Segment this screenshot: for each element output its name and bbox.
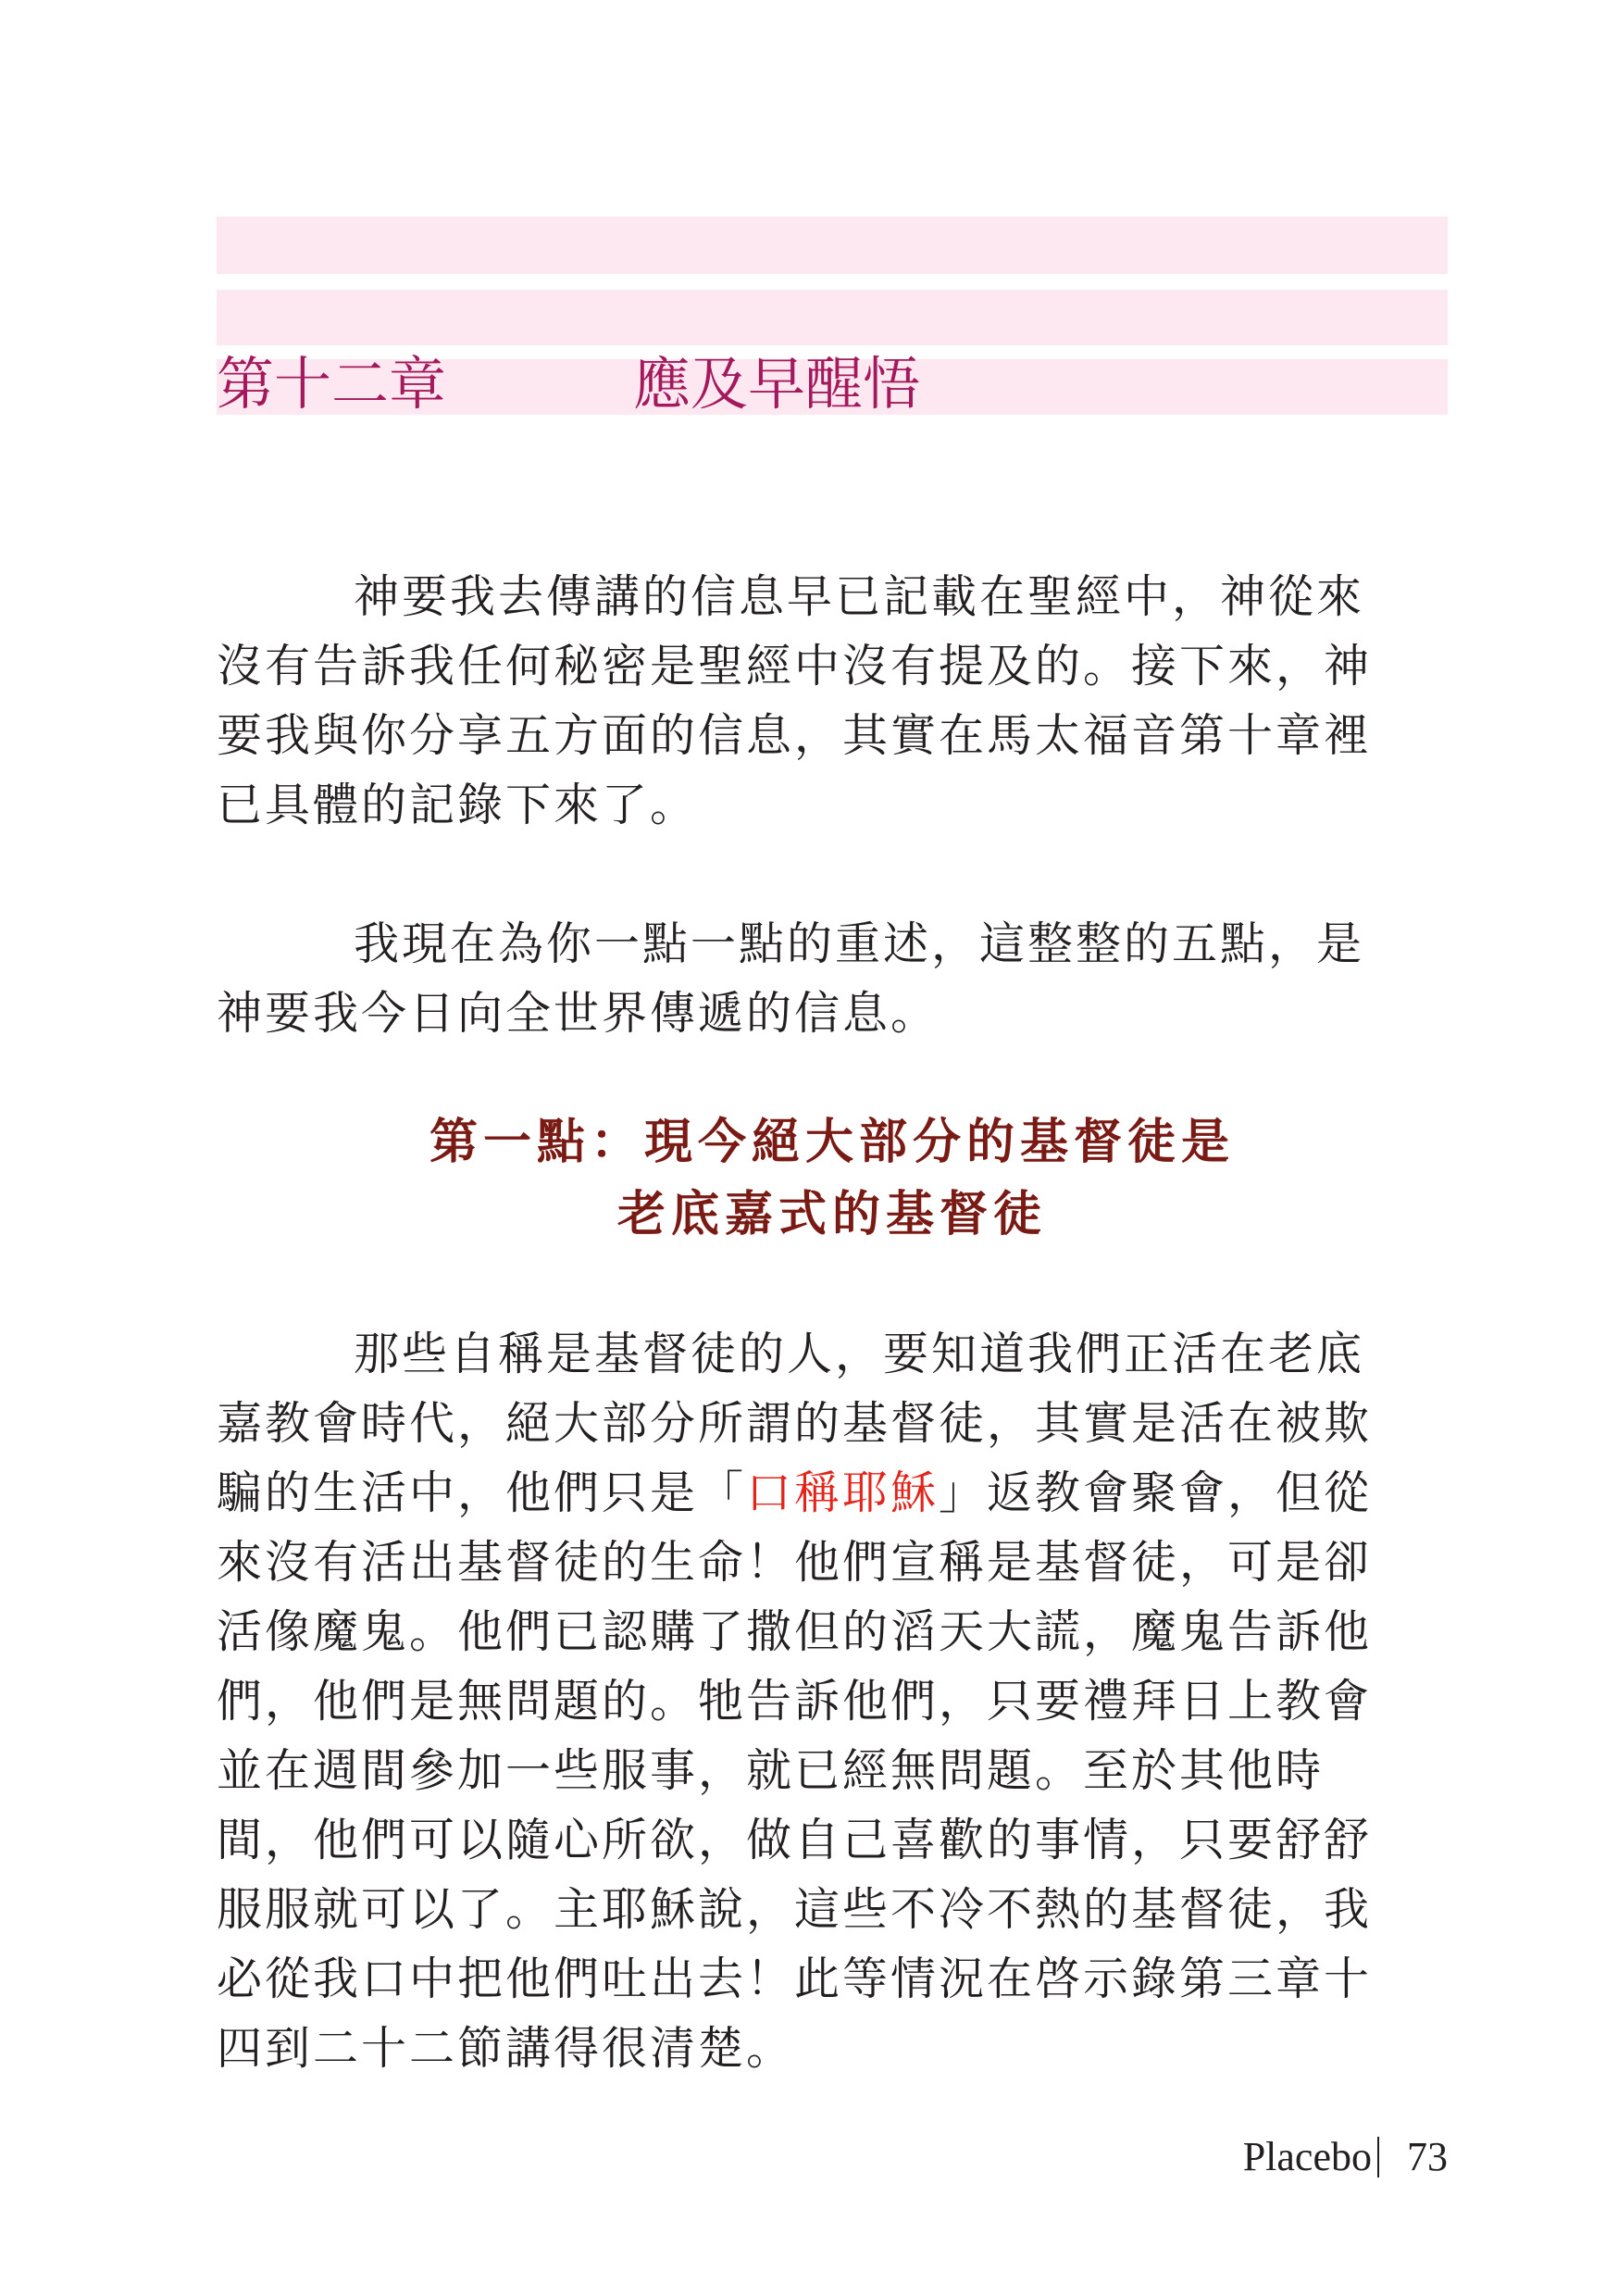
paragraph-1 [217,562,1448,840]
text-line: 四到二十二節講得很清楚。 [217,2022,795,2075]
text-line-with-highlight [217,1458,1448,1528]
text-segment: 騙的生活中，他們只是「 [217,1466,747,1519]
text-line: 要我與你分享五方面的信息，其實在馬太福音第十章裡 [217,709,1373,762]
text-line: 來沒有活出基督徒的生命！他們宣稱是基督徒，可是卻 [217,1536,1373,1589]
text-line: 並在週間參加一些服事，就已經無問題。至於其他時 [217,1744,1325,1797]
chapter-number: 第十二章 [217,350,447,418]
text-line: 已具體的記錄下來了。 [217,779,699,831]
page-footer [1243,2129,1448,2185]
title-band-2 [217,290,1448,345]
footer-divider [1377,2137,1379,2177]
text-line: 活像魔鬼。他們已認購了撒但的滔天大謊，魔鬼告訴他 [217,1605,1373,1658]
paragraph-3 [217,1319,1448,2083]
heading-line: 老底嘉式的基督徒 [616,1186,1047,1242]
title-band-1 [217,217,1448,274]
text-line: 服服就可以了。主耶穌說，這些不冷不熱的基督徒，我 [217,1883,1373,1936]
chapter-title [217,343,920,426]
text-line: 間，他們可以隨心所欲，做自己喜歡的事情，只要舒舒 [217,1814,1373,1866]
text-line: 必從我口中把他們吐出去！此等情況在啓示錄第三章十 [217,1953,1373,2005]
text-line: 神要我今日向全世界傳遞的信息。 [217,987,940,1040]
heading-line: 第一點：現今絕大部分的基督徒是 [429,1114,1235,1170]
page-number: 73 [1407,2134,1448,2179]
book-title: Placebo [1242,2134,1372,2179]
text-segment: 」返教會聚會，但從 [939,1466,1373,1519]
text-line: 神要我去傳講的信息早已記載在聖經中，神從來 [354,570,1365,623]
text-line: 嘉教會時代，絕大部分所謂的基督徒，其實是活在被欺 [217,1397,1373,1450]
section-heading [217,1106,1448,1251]
paragraph-2 [217,909,1448,1048]
text-line: 們，他們是無問題的。牠告訴他們，只要禮拜日上教會 [217,1675,1373,1728]
text-line: 沒有告訴我任何秘密是聖經中沒有提及的。接下來，神 [217,640,1373,693]
highlighted-phrase: 口稱耶穌 [746,1466,940,1519]
chapter-name: 應及早醒悟 [633,350,921,418]
text-line: 我現在為你一點一點的重述，這整整的五點，是 [354,917,1365,970]
text-line: 那些自稱是基督徒的人，要知道我們正活在老底 [354,1328,1365,1380]
